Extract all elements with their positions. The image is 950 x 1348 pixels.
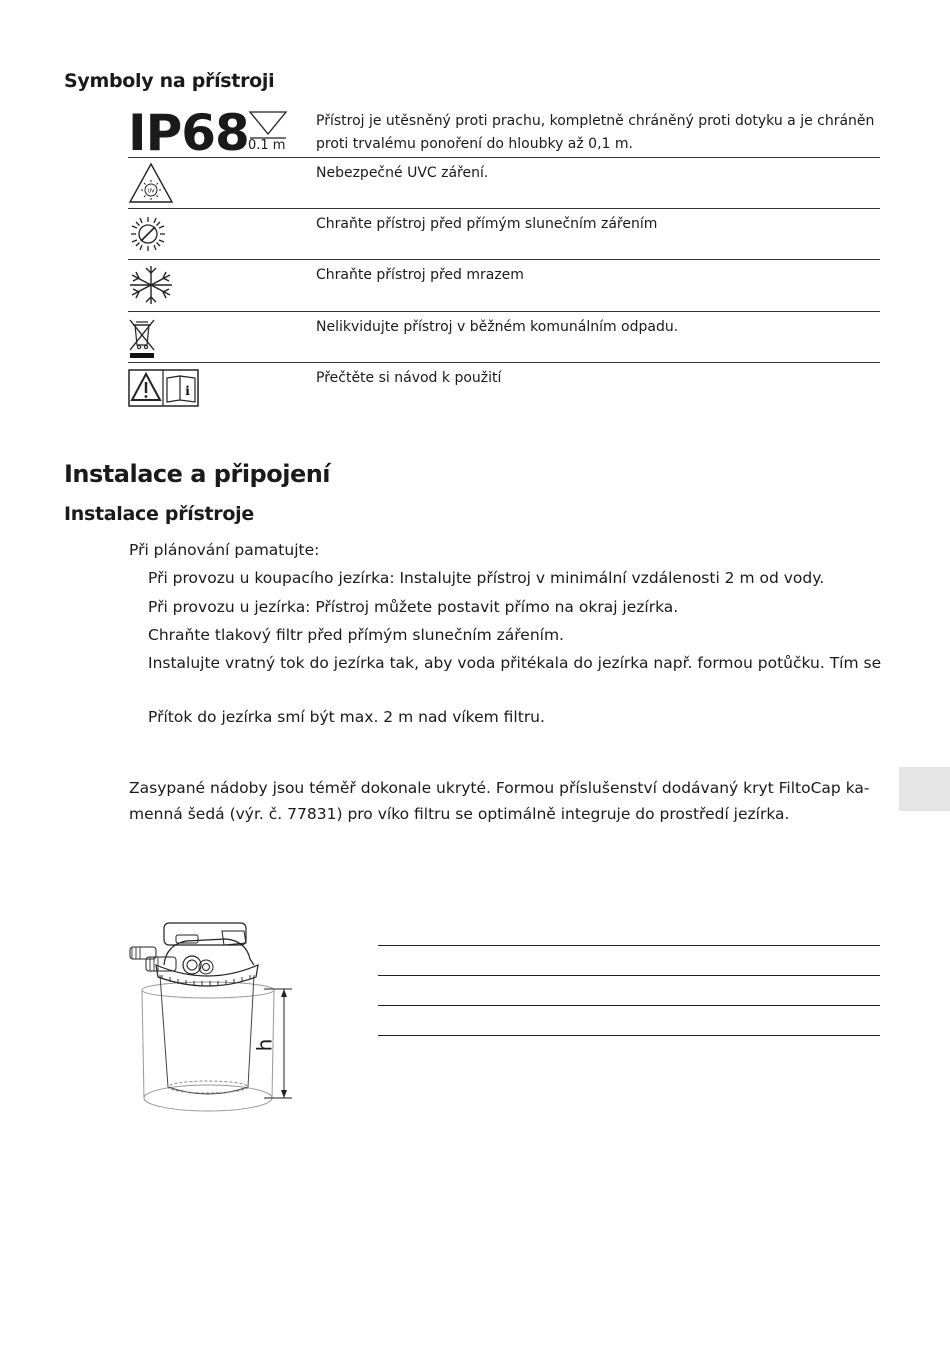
symbol-text: Nebezpečné UVC záření.	[316, 165, 489, 181]
symbol-text: Chraňte přístroj před přímým slunečním zářením	[316, 216, 658, 232]
symbols-table	[128, 104, 880, 413]
symbol-row-ip68	[128, 104, 880, 162]
buried-para-line: Zasypané nádoby jsou téměř dokonale ukryté. Formou příslušenství dodávaný kryt FiltoCap ka-	[129, 779, 870, 797]
planning-item: Při provozu u jezírka: Přístroj můžete postavit přímo na okraj jezírka.	[148, 598, 679, 616]
planning-intro: Při plánování pamatujte:	[129, 541, 320, 559]
depth-label: 0.1 m	[248, 138, 286, 153]
writing-line	[378, 1005, 880, 1006]
symbol-row-frost	[128, 260, 880, 312]
planning-item: Přítok do jezírka smí být max. 2 m nad víkem filtru.	[148, 708, 545, 726]
writing-line	[378, 945, 880, 946]
symbol-row-uvc	[128, 158, 880, 209]
writing-line	[378, 1035, 880, 1036]
symbol-row-weee	[128, 312, 880, 363]
uvc-warning-icon	[128, 162, 174, 208]
symbol-row-sun	[128, 209, 880, 260]
symbol-row-manual	[128, 363, 880, 413]
symbol-text: Přístroj je utěsněný proti prachu, kompletně chráněný proti dotyku a je chráněn proti trvalému ponoření do hloubky až 0,1 m.	[316, 113, 875, 152]
no-frost-icon	[128, 264, 174, 310]
page-thumb-tab	[899, 767, 950, 811]
buried-filter-figure	[126, 915, 306, 1119]
writing-line	[378, 975, 880, 976]
install-subheading: Instalace přístroje	[64, 503, 254, 525]
svg-text:UV: UV	[147, 188, 155, 195]
symbols-heading: Symboly na přístroji	[64, 70, 275, 92]
buried-para-line: menná šedá (výr. č. 77831) pro víko filtru se optimálně integruje do prostředí jezírka.	[129, 805, 790, 823]
weee-bin-icon	[128, 316, 158, 364]
svg-text:i: i	[185, 384, 190, 398]
symbol-text: Přečtěte si návod k použití	[316, 370, 502, 386]
no-sunlight-icon	[128, 215, 168, 257]
read-manual-icon	[128, 369, 200, 411]
ip-rating-label: IP68	[128, 104, 249, 162]
symbol-text: Nelikvidujte přístroj v běžném komunálním odpadu.	[316, 319, 679, 335]
planning-item: Instalujte vratný tok do jezírka tak, aby voda přitékala do jezírka např. formou potůčku. Tím se	[148, 654, 882, 672]
planning-item: Při provozu u koupacího jezírka: Instalujte přístroj v minimální vzdálenosti 2 m od vody.	[148, 569, 825, 587]
symbol-text: Chraňte přístroj před mrazem	[316, 267, 524, 283]
install-heading: Instalace a připojení	[64, 460, 331, 488]
planning-item: Chraňte tlakový filtr před přímým slunečním zářením.	[148, 626, 564, 644]
ip68-depth-icon	[128, 104, 298, 162]
height-dimension-label: h	[252, 1038, 277, 1052]
